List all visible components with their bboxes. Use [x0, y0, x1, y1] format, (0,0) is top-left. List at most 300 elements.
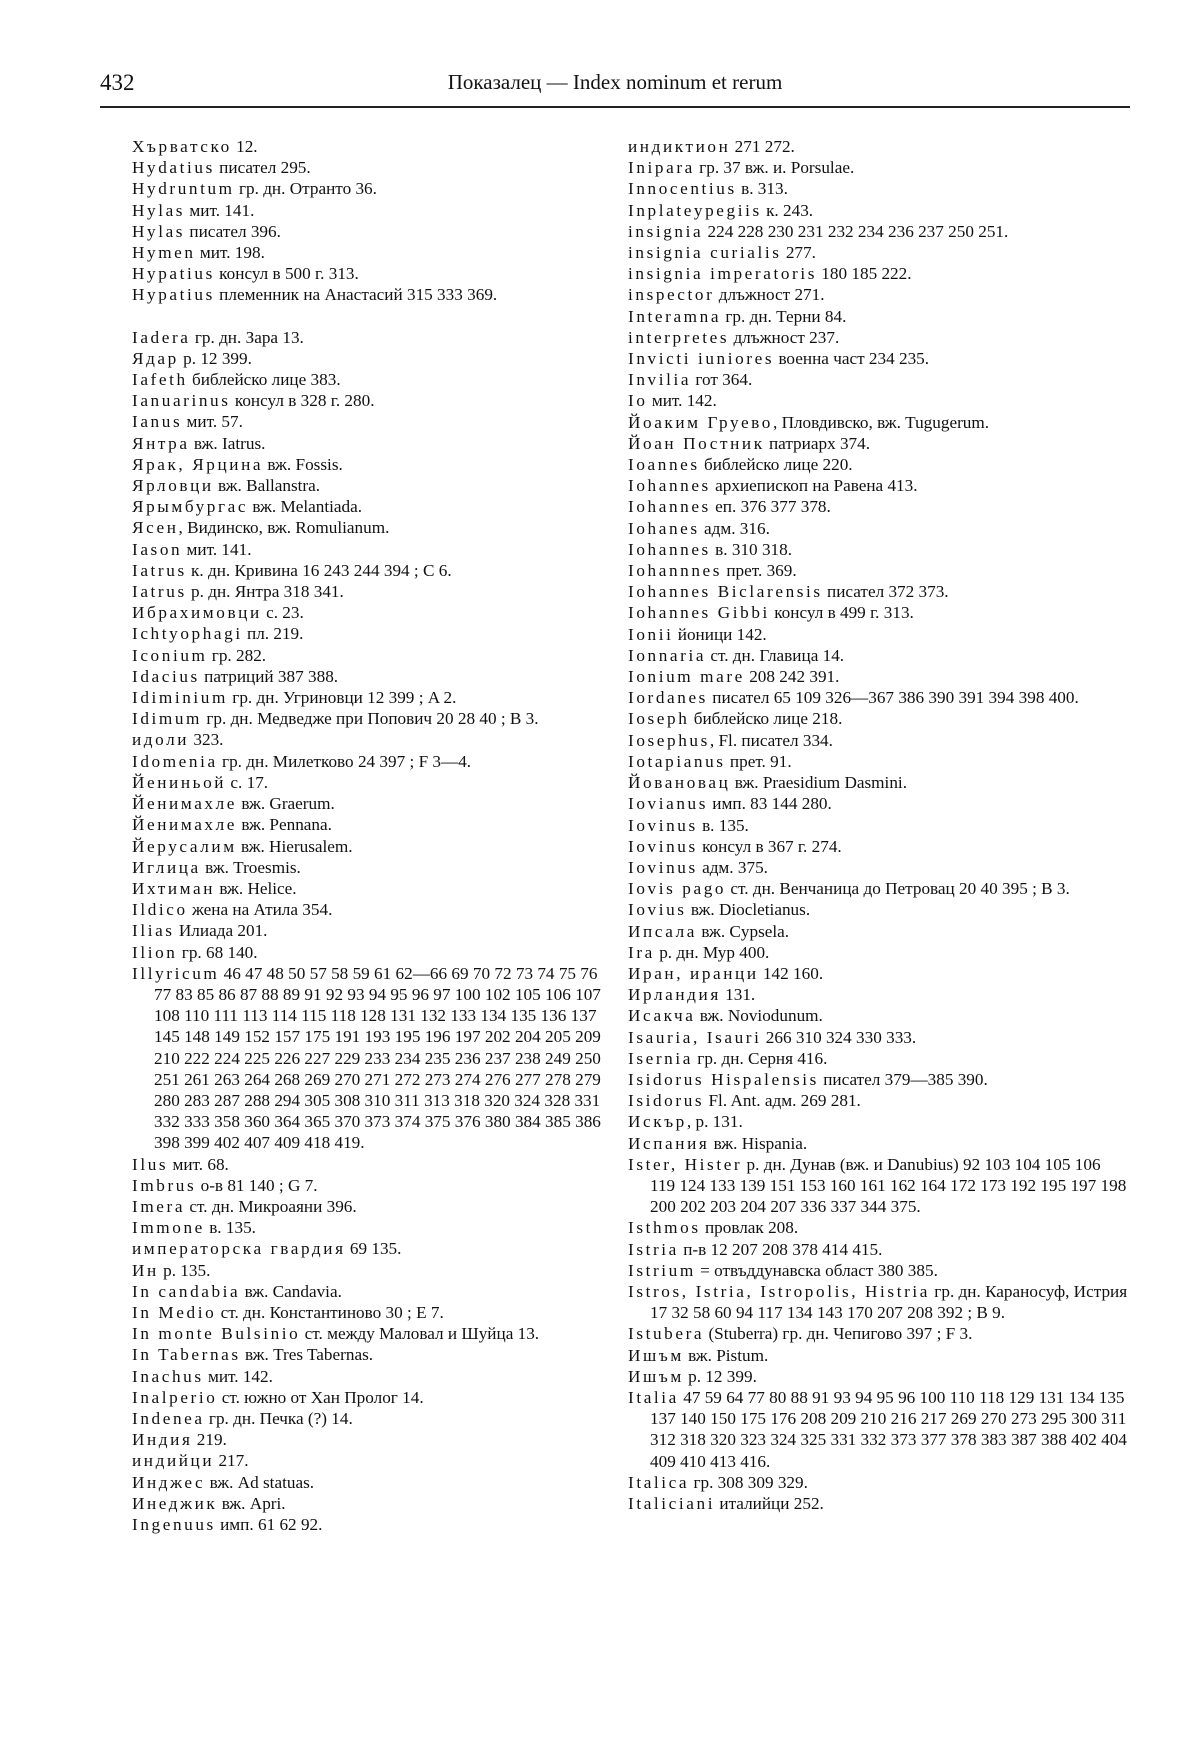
entry-references: 266 310 324 330 333. — [761, 1027, 917, 1047]
entry-headword: Ярловци — [132, 476, 214, 496]
entry-references: с. 17. — [226, 772, 269, 792]
entry-headword: Indenea — [132, 1408, 205, 1428]
index-entry — [628, 708, 1128, 729]
index-entry — [132, 369, 604, 390]
entry-headword: Йовановац — [628, 773, 731, 793]
entry-references: к. дн. Кривина 16 243 244 394 ; С 6. — [186, 560, 452, 580]
index-entry — [628, 157, 1128, 178]
index-entry — [628, 1133, 1128, 1154]
index-entry — [628, 1005, 1128, 1026]
entry-headword: Inachus — [132, 1366, 204, 1386]
entry-references: вж. Graerum. — [237, 794, 335, 814]
index-entry — [132, 411, 604, 432]
entry-headword: Ишъм — [628, 1366, 684, 1386]
entry-references: писател 65 109 326—367 386 390 391 394 398 400. — [707, 688, 1079, 708]
index-entry — [628, 793, 1128, 814]
entry-headword: Iatrus — [132, 582, 187, 602]
entry-headword: Idacius — [132, 666, 200, 686]
index-entry — [132, 1175, 604, 1196]
entry-headword: индиктион — [628, 137, 731, 156]
index-entry — [628, 200, 1128, 221]
entry-headword: Iovis pago — [628, 879, 727, 899]
index-entry — [628, 878, 1128, 899]
index-entry — [628, 327, 1128, 348]
entry-headword: Йенимахле — [132, 815, 238, 835]
index-entry — [132, 1323, 604, 1344]
entry-headword: Istrium — [628, 1260, 696, 1280]
index-entry — [628, 433, 1128, 454]
index-entry — [628, 284, 1128, 305]
index-entry — [628, 1260, 1128, 1281]
entry-headword: In monte Bulsinio — [132, 1324, 301, 1344]
entry-references: в. 313. — [736, 179, 788, 199]
entry-headword: Interamna — [628, 306, 722, 326]
index-entry — [628, 1111, 1128, 1132]
entry-references: ст. дн. Главица 14. — [706, 645, 845, 665]
entry-references: вж. Pistum. — [683, 1345, 769, 1365]
index-entry — [132, 1408, 604, 1429]
entry-headword: Hylas — [132, 200, 186, 220]
index-entry — [628, 1366, 1128, 1387]
entry-headword: Хърватско — [132, 137, 232, 156]
index-entry — [132, 1429, 604, 1450]
entry-references: 277. — [781, 243, 816, 263]
index-entry — [132, 390, 604, 411]
index-entry — [132, 963, 604, 1154]
entry-headword: Hypatius — [132, 285, 215, 305]
entry-headword: Imera — [132, 1196, 186, 1216]
entry-references: 12. — [231, 137, 258, 156]
index-entry — [628, 390, 1128, 411]
entry-references: р. дн. Мур 400. — [654, 942, 770, 962]
entry-references: 219. — [192, 1430, 227, 1450]
index-entry — [132, 836, 604, 857]
entry-references: гр. 68 140. — [177, 942, 258, 962]
index-entry — [628, 645, 1128, 666]
index-entry — [132, 284, 604, 305]
entry-headword: Ясен — [132, 518, 179, 538]
entry-headword: Ira — [628, 942, 655, 962]
entry-references: , Fl. писател 334. — [709, 730, 833, 750]
entry-headword: Hydatius — [132, 158, 215, 178]
entry-headword: Io — [628, 391, 648, 411]
index-entry — [132, 496, 604, 517]
entry-references: ст. между Маловал и Шуйца 13. — [300, 1324, 540, 1344]
index-entry — [628, 1048, 1128, 1069]
entry-headword: Iohannnes — [628, 561, 723, 581]
index-entry — [132, 1514, 604, 1535]
entry-headword: Йоан Постник — [628, 433, 765, 453]
index-entry — [132, 475, 604, 496]
entry-references: мит. 142. — [647, 391, 717, 411]
entry-headword: Ioannes — [628, 455, 700, 475]
entry-headword: insignia — [628, 221, 704, 241]
index-entry — [132, 221, 604, 242]
index-entry — [628, 1027, 1128, 1048]
index-entry — [132, 708, 604, 729]
index-entry — [132, 454, 604, 475]
index-entry — [628, 306, 1128, 327]
index-entry — [132, 1302, 604, 1323]
index-entry — [132, 793, 604, 814]
entry-headword: Ирландия — [628, 985, 721, 1005]
entry-references: италийци 252. — [715, 1494, 824, 1513]
index-entry — [628, 221, 1128, 242]
entry-headword: Iohannes Gibbi — [628, 603, 770, 623]
entry-headword: индийци — [132, 1451, 215, 1471]
index-entry — [628, 1069, 1128, 1090]
index-entry — [628, 899, 1128, 920]
index-entry — [628, 602, 1128, 623]
entry-headword: Йоаким Груево — [628, 412, 773, 432]
entry-references: библейско лице 218. — [689, 709, 843, 729]
entry-references: о-в 81 140 ; G 7. — [196, 1175, 318, 1195]
entry-headword: Hymen — [132, 243, 196, 263]
entry-headword: Ипсала — [628, 921, 698, 941]
entry-references: имп. 83 144 280. — [708, 794, 832, 814]
index-entry — [628, 730, 1128, 751]
entry-headword: Hydruntum — [132, 179, 235, 199]
index-entry — [132, 1154, 604, 1175]
entry-references: = отвъддунавска област 380 385. — [695, 1260, 938, 1280]
entry-headword: Iatrus — [132, 560, 187, 580]
entry-references: гр. дн. Милетково 24 397 ; F 3—4. — [217, 751, 472, 771]
entry-headword: Istubera — [628, 1324, 705, 1344]
entry-headword: Italiciani — [628, 1494, 716, 1513]
index-entry — [132, 751, 604, 772]
entry-references: вж. Pennana. — [237, 815, 332, 835]
index-entry — [132, 645, 604, 666]
entry-headword: Iconium — [132, 645, 208, 665]
index-column-left — [132, 136, 604, 1535]
entry-references: гр. дн. Медведже при Попович 20 28 40 ; В 3. — [202, 709, 539, 729]
entry-headword: Idiminium — [132, 688, 228, 708]
index-entry — [628, 1387, 1128, 1472]
index-entry — [132, 942, 604, 963]
entry-references: (Stuberra) гр. дн. Чепигово 397 ; F 3. — [704, 1324, 973, 1344]
entry-headword: Italia — [628, 1387, 679, 1407]
index-entry — [132, 1387, 604, 1408]
entry-headword: Инеджик — [132, 1493, 218, 1513]
entry-headword: Iohannes Biclarensis — [628, 582, 823, 602]
entry-headword: Испания — [628, 1133, 710, 1153]
entry-references: архиепископ на Равена 413. — [710, 476, 918, 496]
index-entry — [132, 433, 604, 454]
entry-references: гот 364. — [691, 370, 753, 390]
index-entry — [628, 454, 1128, 475]
entry-references: пл. 219. — [242, 624, 304, 644]
entry-headword: Ilias — [132, 921, 175, 941]
entry-headword: Isidorus Hispalensis — [628, 1069, 819, 1089]
index-entry — [628, 836, 1128, 857]
index-entry — [132, 1493, 604, 1514]
entry-references: р. 135. — [158, 1260, 211, 1280]
entry-headword: Iosephus — [628, 730, 710, 750]
index-entry — [132, 857, 604, 878]
index-entry — [132, 1196, 604, 1217]
entry-headword: Ибрахимовци — [132, 603, 262, 623]
entry-references: , р. 131. — [686, 1112, 743, 1132]
entry-headword: Ildico — [132, 900, 188, 920]
entry-references: библейско лице 220. — [699, 455, 853, 475]
entry-references: консул в 367 г. 274. — [697, 836, 842, 856]
entry-references: библейско лице 383. — [187, 370, 341, 390]
index-entry — [132, 200, 604, 221]
entry-references: вж. Ballanstra. — [213, 476, 321, 496]
entry-references: Fl. Ant. адм. 269 281. — [704, 1091, 861, 1111]
entry-headword: Исакча — [628, 1006, 696, 1026]
index-entry — [628, 539, 1128, 560]
entry-headword: Ин — [132, 1260, 159, 1280]
index-entry — [628, 687, 1128, 708]
index-entry — [132, 814, 604, 835]
index-entry — [132, 1217, 604, 1238]
entry-references: гр. дн. Караносуф, Истрия 17 32 58 60 94 117 134 143 170 207 208 392 ; В 9. — [650, 1281, 1128, 1323]
entry-headword: императорска гвардия — [132, 1239, 346, 1259]
entry-headword: Iovianus — [628, 794, 708, 814]
entry-headword: Ярак, Ярцина — [132, 454, 264, 474]
index-entry — [628, 1472, 1128, 1493]
entry-headword: Istria — [628, 1239, 679, 1259]
entry-headword: Иглица — [132, 857, 201, 877]
entry-headword: Inipara — [628, 158, 695, 178]
entry-headword: Iafeth — [132, 370, 188, 390]
entry-headword: Iotapianus — [628, 751, 726, 771]
index-entry — [132, 1238, 604, 1259]
index-entry — [132, 687, 604, 708]
entry-headword: Invicti iuniores — [628, 349, 775, 369]
entry-headword: Ихтиман — [132, 878, 216, 898]
entry-headword: insignia imperatoris — [628, 264, 817, 284]
entry-headword: insignia curialis — [628, 243, 782, 263]
entry-references: писател 379—385 390. — [818, 1069, 988, 1089]
index-entry — [132, 581, 604, 602]
index-entry — [628, 1154, 1128, 1218]
entry-headword: Iovinus — [628, 857, 698, 877]
index-entry — [628, 1493, 1128, 1514]
entry-references: вж. Helice. — [215, 878, 297, 898]
entry-headword: Ionium mare — [628, 667, 745, 687]
entry-references: 208 242 391. — [744, 667, 840, 687]
entry-headword: Idimum — [132, 709, 203, 729]
entry-headword: Iohanes — [628, 518, 700, 538]
index-entry — [628, 496, 1128, 517]
entry-references: 180 185 222. — [817, 264, 912, 284]
entry-headword: Ярымбургас — [132, 497, 249, 517]
entry-headword: Ilion — [132, 942, 178, 962]
page-header — [100, 70, 1130, 110]
entry-references: йоници 142. — [673, 624, 767, 644]
entry-references: 224 228 230 231 232 234 236 237 250 251. — [703, 221, 1009, 241]
entry-references: ст. дн. Микроаяни 396. — [185, 1196, 357, 1216]
index-entry — [628, 942, 1128, 963]
entry-references: военна част 234 235. — [774, 349, 930, 369]
entry-references: мит. 68. — [168, 1154, 229, 1174]
entry-references: гр. дн. Угриновци 12 399 ; A 2. — [227, 688, 457, 708]
entry-headword: In candabia — [132, 1281, 241, 1301]
index-entry — [628, 348, 1128, 369]
entry-headword: Inplateypegiis — [628, 200, 762, 220]
index-entry — [132, 878, 604, 899]
index-entry — [132, 263, 604, 284]
index-entry — [628, 1281, 1128, 1323]
entry-references: р. дн. Янтра 318 341. — [186, 582, 344, 602]
entry-references: еп. 376 377 378. — [710, 497, 831, 517]
entry-references: консул в 328 г. 280. — [230, 391, 375, 411]
entry-references: длъжност 271. — [714, 285, 825, 305]
index-entry — [628, 815, 1128, 836]
entry-references: 271 272. — [730, 137, 795, 156]
entry-references: вж. Melantiada. — [248, 497, 363, 517]
entry-headword: Innocentius — [628, 179, 737, 199]
index-entry — [628, 1217, 1128, 1238]
index-entry — [628, 369, 1128, 390]
entry-headword: Iovius — [628, 900, 687, 920]
index-entry — [132, 517, 604, 538]
entry-references: к. 243. — [761, 200, 814, 220]
entry-references: 47 59 64 77 80 88 91 93 94 95 96 100 110 118 129 131 134 135 137 140 150 175 176 208 209 210 216 217 269 270 273 295 300 311 312 318 320 323 324 325 331 332 373 377 378 383 387 388 402 404 409 410 413 416. — [650, 1387, 1127, 1471]
entry-references: вж. Tres Tabernas. — [240, 1345, 374, 1365]
entry-references: вж. Praesidium Dasmini. — [730, 773, 907, 793]
entry-references: 131. — [720, 985, 756, 1005]
entry-references: племенник на Анастасий 315 333 369. — [214, 285, 498, 305]
entry-references: с. 23. — [261, 603, 304, 623]
index-entry — [628, 412, 1128, 433]
entry-headword: Invilia — [628, 370, 692, 390]
entry-references: р. 12 399. — [683, 1366, 757, 1386]
entry-headword: inspector — [628, 285, 715, 305]
entry-headword: Ionnaria — [628, 645, 707, 665]
index-entry — [628, 624, 1128, 645]
index-entry — [132, 539, 604, 560]
entry-references: патриарх 374. — [764, 433, 871, 453]
entry-references: консул в 500 г. 313. — [214, 264, 359, 284]
entry-references: писател 372 373. — [822, 582, 949, 602]
entry-references: длъжност 237. — [729, 327, 840, 347]
entry-headword: interpretes — [628, 327, 730, 347]
entry-headword: In Medio — [132, 1302, 217, 1322]
index-entry — [132, 560, 604, 581]
entry-headword: Ilus — [132, 1154, 169, 1174]
index-entry — [132, 1472, 604, 1493]
index-entry — [132, 772, 604, 793]
entry-headword: Illyricum — [132, 963, 220, 983]
entry-references: , Пловдивско, вж. Tugugerum. — [772, 412, 990, 432]
index-entry — [628, 1345, 1128, 1366]
entry-references: патриций 387 388. — [199, 666, 339, 686]
index-entry — [132, 899, 604, 920]
index-entry — [132, 157, 604, 178]
entry-references: вж. Iatrus. — [189, 433, 266, 453]
entry-references: провлак 208. — [700, 1218, 799, 1238]
entry-references: вж. Fossis. — [263, 454, 343, 474]
entry-headword: Ianuarinus — [132, 391, 231, 411]
index-entry — [132, 602, 604, 623]
index-entry — [628, 984, 1128, 1005]
entry-headword: Istros, Istria, Istropolis, Histria — [628, 1281, 930, 1301]
index-entry — [628, 1323, 1128, 1344]
entry-references: адм. 316. — [699, 518, 770, 538]
entry-references: 69 135. — [345, 1239, 402, 1259]
index-entry — [132, 136, 604, 157]
entry-references: гр. 308 309 329. — [689, 1472, 808, 1492]
index-entry — [132, 178, 604, 199]
entry-headword: Ichtyophagi — [132, 624, 243, 644]
entry-references: жена на Атила 354. — [187, 900, 333, 920]
entry-headword: Ionii — [628, 624, 674, 644]
entry-headword: Ioseph — [628, 709, 690, 729]
index-entry — [628, 263, 1128, 284]
index-entry — [628, 666, 1128, 687]
entry-references: ст. дн. Константиново 30 ; E 7. — [216, 1302, 444, 1322]
entry-references: 46 47 48 50 57 58 59 61 62—66 69 70 72 73 74 75 76 77 83 85 86 87 88 89 91 92 93 94 95 96 97 100 102 105 106 107 108 110 111 113 114 115 118 128 131 132 133 134 135 136 137 145 148 149 152 157 175 191 193 195 196 197 202 204 205 209 210 222 224 225 226 227 229 233 234 235 236 237 238 249 250 251 261 263 264 268 269 270 271 272 273 274 276 277 278 279 280 283 287 288 294 305 308 310 311 313 318 320 324 328 331 332 333 358 360 364 365 370 373 374 375 376 380 384 385 386 398 399 402 407 409 418 419. — [154, 963, 601, 1153]
index-entry — [628, 581, 1128, 602]
entry-references: Илиада 201. — [174, 921, 268, 941]
entry-headword: Iohannes — [628, 476, 711, 496]
index-entry — [132, 920, 604, 941]
entry-references: вж. Diocletianus. — [686, 900, 811, 920]
entry-headword: Immone — [132, 1218, 205, 1238]
index-entry — [628, 921, 1128, 942]
entry-references: прет. 369. — [722, 561, 797, 581]
entry-headword: Iovinus — [628, 836, 698, 856]
entry-references: мит. 198. — [195, 243, 265, 263]
index-entry — [628, 1239, 1128, 1260]
index-entry — [132, 1260, 604, 1281]
entry-references: в. 135. — [204, 1218, 256, 1238]
entry-headword: Imbrus — [132, 1175, 197, 1195]
entry-references: вж. Hierusalem. — [236, 836, 353, 856]
entry-headword: Isthmos — [628, 1218, 701, 1238]
index-entry — [628, 963, 1128, 984]
entry-headword: Iohannes — [628, 539, 711, 559]
entry-references: р. дн. Дунав (вж. и Danubius) 92 103 104 105 106 119 124 133 139 151 153 160 161 162 164 172 173 192 195 197 198 200 202 203 204 207 336 337 344 375. — [650, 1154, 1127, 1217]
entry-headword: In Tabernas — [132, 1345, 241, 1365]
entry-headword: Ядар — [132, 348, 179, 368]
entry-references: гр. дн. Печка (?) 14. — [204, 1408, 353, 1428]
entry-references: 217. — [214, 1451, 249, 1471]
index-entry — [132, 623, 604, 644]
entry-references: писател 396. — [185, 221, 281, 241]
entry-headword: Ister, Hister — [628, 1154, 743, 1174]
page-number: 432 — [100, 70, 135, 95]
entry-references: вж. Hispania. — [709, 1133, 808, 1153]
entry-headword: Iovinus — [628, 815, 698, 835]
entry-references: адм. 375. — [697, 857, 768, 877]
entry-headword: Ingenuus — [132, 1515, 216, 1534]
entry-headword: Iordanes — [628, 688, 708, 708]
entry-references: вж. Ad statuas. — [205, 1472, 315, 1492]
entry-references: вж. Troesmis. — [200, 857, 301, 877]
entry-references: вж. Apri. — [217, 1493, 286, 1513]
entry-references: гр. дн. Терни 84. — [721, 306, 847, 326]
entry-headword: Ишъм — [628, 1345, 684, 1365]
entry-headword: Isidorus — [628, 1091, 705, 1111]
running-title: Показалец — Index nominum et rerum — [447, 70, 783, 94]
index-entry — [628, 857, 1128, 878]
entry-references: мит. 57. — [182, 412, 243, 432]
entry-references: вж. Noviodunum. — [695, 1006, 823, 1026]
index-entry — [132, 327, 604, 348]
index-entry — [628, 136, 1128, 157]
entry-headword: Iason — [132, 539, 183, 559]
entry-references: мит. 141. — [182, 539, 252, 559]
entry-headword: Iadera — [132, 327, 191, 347]
entry-headword: Hypatius — [132, 264, 215, 284]
entry-references: ст. южно от Хан Пролог 14. — [217, 1387, 424, 1407]
entry-references: гр. 37 вж. и. Porsulae. — [694, 158, 855, 178]
entry-references: вж. Candavia. — [240, 1281, 342, 1301]
